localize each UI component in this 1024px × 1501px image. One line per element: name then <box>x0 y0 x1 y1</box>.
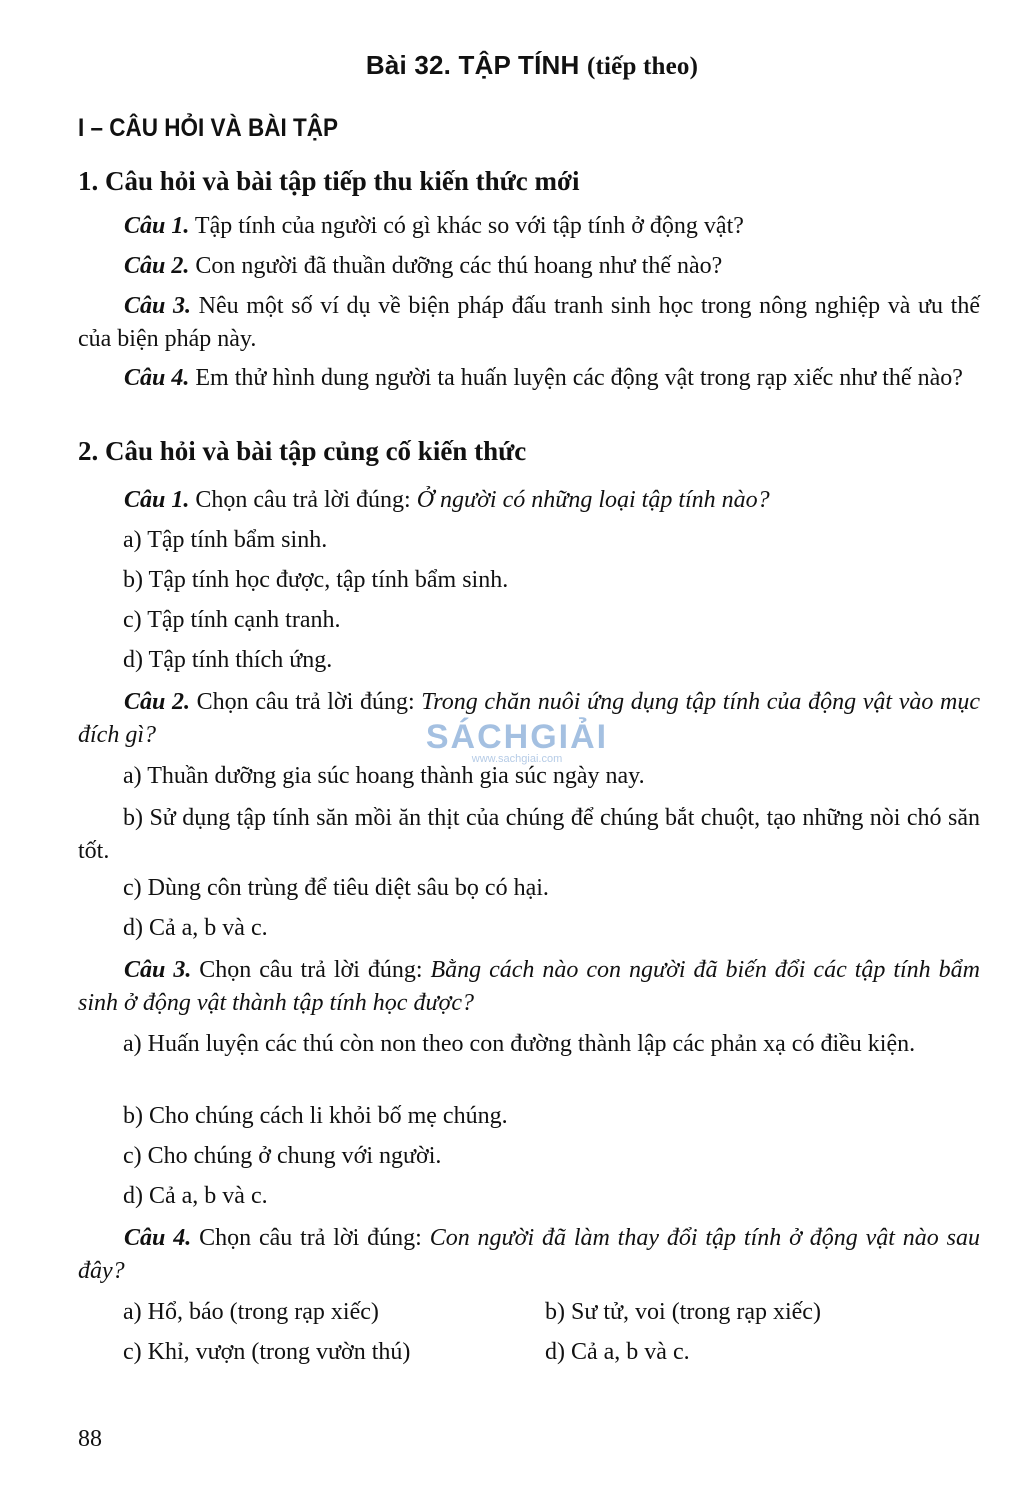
section-title: I – CÂU HỎI VÀ BÀI TẬP <box>78 114 339 142</box>
q1-option-a: a) Tập tính bẩm sinh. <box>123 527 328 553</box>
question-lead: Chọn câu trả lời đúng: <box>191 1225 430 1251</box>
q2-option-d: d) Cả a, b và c. <box>123 915 268 941</box>
q4-option-c: c) Khỉ, vượn (trong vườn thú) <box>123 1339 411 1365</box>
part2-question-1 <box>78 484 980 517</box>
lesson-title-main: Bài 32. TẬP TÍNH <box>365 50 580 80</box>
question-label: Câu 4. <box>124 1225 192 1251</box>
q4-option-b: b) Sư tử, voi (trong rạp xiếc) <box>545 1299 821 1325</box>
watermark-url: www.sachgiai.com <box>471 753 563 765</box>
part2-heading: 2. Câu hỏi và bài tập củng cố kiến thức <box>78 436 527 466</box>
lesson-title-sub: (tiếp theo) <box>586 53 699 80</box>
question-lead: Chọn câu trả lời đúng: <box>191 957 431 983</box>
part1-question-3 <box>78 290 980 356</box>
part2-question-3 <box>78 954 980 1020</box>
question-text: Nêu một số ví dụ về biện pháp đấu tranh sinh học trong nông nghiệp và ưu thế của biện pháp này. <box>78 293 980 352</box>
q1-option-c: c) Tập tính cạnh tranh. <box>123 607 341 633</box>
q4-option-d: d) Cả a, b và c. <box>545 1339 690 1365</box>
q2-option-b: b) Sử dụng tập tính săn mồi ăn thịt của chúng để chúng bắt chuột, tạo những nòi chó săn tốt. <box>78 805 980 864</box>
watermark-brand: SÁCHGIẢI <box>425 718 609 756</box>
question-lead: Chọn câu trả lời đúng: <box>190 689 422 715</box>
question-label: Câu 2. <box>124 689 191 715</box>
part1-heading: 1. Câu hỏi và bài tập tiếp thu kiến thức mới <box>78 166 580 196</box>
question-prompt: Con người đã làm thay đổi tập tính ở động vật nào sau đây? <box>78 1225 980 1284</box>
q2-option-a: a) Thuần dưỡng gia súc hoang thành gia súc ngày nay. <box>123 763 645 789</box>
q3-option-d: d) Cả a, b và c. <box>123 1183 268 1209</box>
q1-option-b: b) Tập tính học được, tập tính bẩm sinh. <box>123 567 509 593</box>
part1-question-4 <box>78 362 980 395</box>
question-label: Câu 3. <box>124 957 192 983</box>
page-number: 88 <box>78 1426 102 1452</box>
q4-option-a: a) Hổ, báo (trong rạp xiếc) <box>123 1299 379 1325</box>
question-label: Câu 4. <box>124 365 190 391</box>
question-label: Câu 3. <box>124 293 191 319</box>
part1-question-2 <box>78 250 980 283</box>
question-prompt: Bằng cách nào con người đã biến đổi các tập tính bẩm sinh ở động vật thành tập tính học được? <box>78 957 980 1016</box>
question-lead: Chọn câu trả lời đúng: <box>189 487 417 513</box>
question-label: Câu 2. <box>124 253 190 279</box>
part2-question-4 <box>78 1222 980 1288</box>
part1-question-1 <box>78 210 980 243</box>
question-text: Con người đã thuần dưỡng các thú hoang như thế nào? <box>189 253 723 279</box>
watermark-logo <box>412 718 622 765</box>
question-prompt: Trong chăn nuôi ứng dụng tập tính của động vật vào mục đích gì? <box>78 689 980 748</box>
question-label: Câu 1. <box>124 487 190 513</box>
question-prompt: Ở người có những loại tập tính nào? <box>416 487 770 513</box>
q1-option-d: d) Tập tính thích ứng. <box>123 647 333 673</box>
q2-option-c: c) Dùng côn trùng để tiêu diệt sâu bọ có hại. <box>123 875 549 901</box>
q3-option-c: c) Cho chúng ở chung với người. <box>123 1143 442 1169</box>
lesson-title <box>0 50 1024 81</box>
question-text: Tập tính của người có gì khác so với tập tính ở động vật? <box>189 213 744 239</box>
question-text: Em thử hình dung người ta huấn luyện các động vật trong rạp xiếc như thế nào? <box>189 365 963 391</box>
question-label: Câu 1. <box>124 213 190 239</box>
q3-option-b: b) Cho chúng cách li khỏi bố mẹ chúng. <box>123 1103 508 1129</box>
q3-option-a: a) Huấn luyện các thú còn non theo con đường thành lập các phản xạ có điều kiện. <box>123 1031 916 1057</box>
